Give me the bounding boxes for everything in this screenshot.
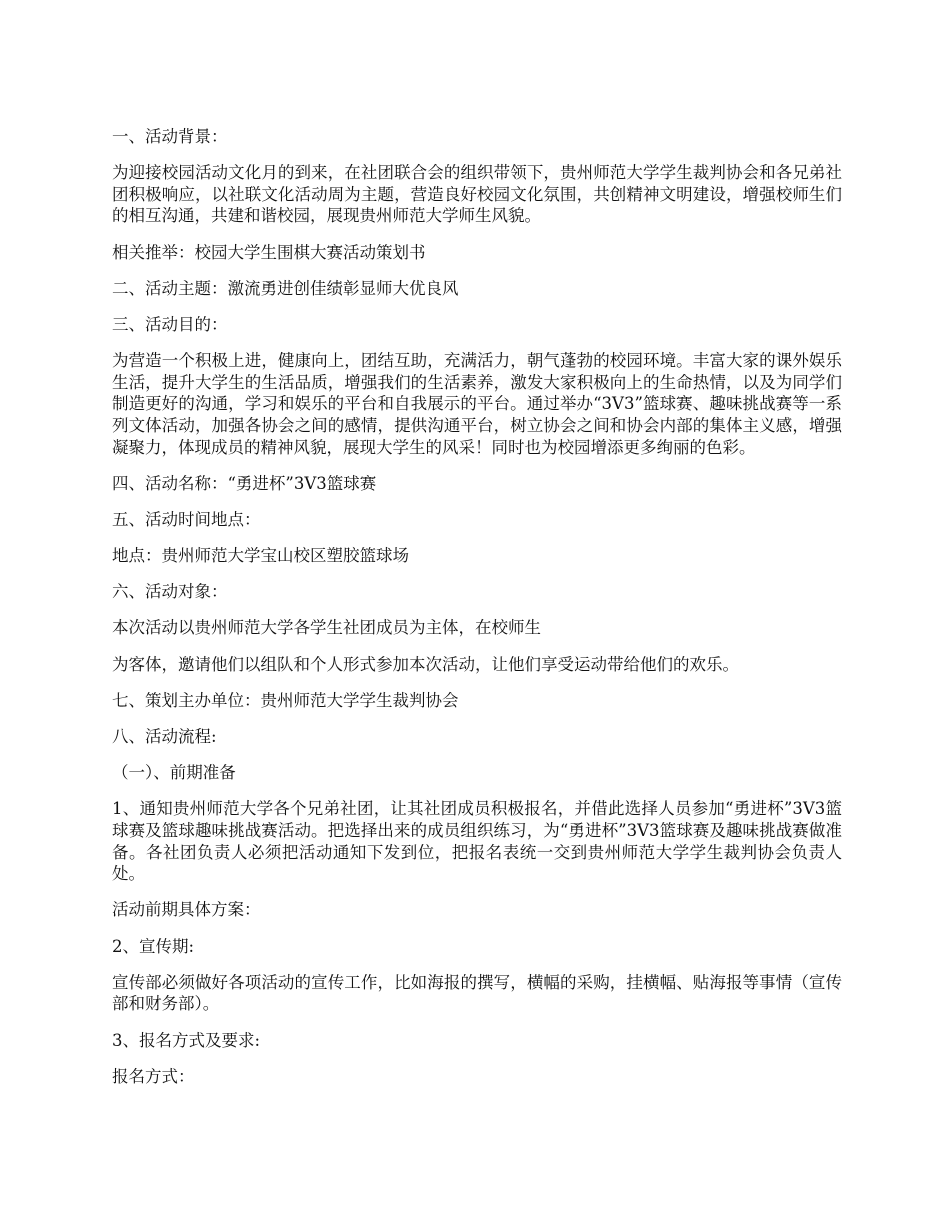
- paragraph-notification: 1、通知贵州师范大学各个兄弟社团，让其社团成员积极报名，并借此选择人员参加“勇进杯”3V3篮球赛及篮球趣味挑战赛活动。把选择出来的成员组织练习，为“勇进杯”3V3篮球赛及趣味挑战赛做准备。各社团负责人必须把活动通知下发到位，把报名表统一交到贵州师范大学学生裁判协会负责人处。: [112, 799, 842, 884]
- section-heading-audience: 六、活动对象：: [112, 582, 228, 602]
- subheading-preparation: （一）、前期准备: [112, 763, 236, 783]
- paragraph-audience-object: 为客体，邀请他们以组队和个人形式参加本次活动，让他们享受运动带给他们的欢乐。: [112, 654, 739, 674]
- paragraph-background: 为迎接校园活动文化月的到来，在社团联合会的组织带领下，贵州师范大学学生裁判协会和各兄弟社团积极响应，以社联文化活动周为主题，营造良好校园文化氛围，共创精神文明建设，增强校师生们的相互沟通，共建和谐校园，展现贵州师范大学师生风貌。: [112, 163, 842, 226]
- paragraph-publicity: 宣传部必须做好各项活动的宣传工作，比如海报的撰写，横幅的采购，挂横幅、贴海报等事情（宣传部和财务部）。: [112, 972, 842, 1014]
- subheading-registration: 3、报名方式及要求:: [112, 1030, 261, 1050]
- section-heading-organizer: 七、策划主办单位：贵州师范大学学生裁判协会: [112, 690, 459, 710]
- paragraph-purpose: 为营造一个积极上进，健康向上，团结互助，充满活力，朝气蓬勃的校园环境。丰富大家的课外娱乐生活，提升大学生的生活品质，增强我们的生活素养，激发大家积极向上的生命热情，以及为同学们制造更好的沟通，学习和娱乐的平台和自我展示的平台。通过举办“3V3”篮球赛、趣味挑战赛等一系列文体活动，加强各协会之间的感情，提供沟通平台，树立协会之间和协会内部的集体主义感，增强凝聚力，体现成员的精神风貌，展现大学生的风采！同时也为校园增添更多绚丽的色彩。: [112, 351, 842, 457]
- document-body: [112, 126, 842, 1102]
- paragraph-audience-subject: 本次活动以贵州师范大学各学生社团成员为主体，在校师生: [112, 618, 541, 638]
- section-heading-background: 一、活动背景：: [112, 127, 228, 146]
- paragraph-early-plan: 活动前期具体方案：: [112, 900, 261, 920]
- section-heading-process: 八、活动流程:: [112, 727, 217, 746]
- paragraph-registration-method: 报名方式：: [112, 1066, 195, 1086]
- paragraph-location: 地点：贵州师范大学宝山校区塑胶篮球场: [112, 546, 409, 566]
- section-heading-name: 四、活动名称：“勇进杯”3V3篮球赛: [112, 473, 377, 493]
- section-heading-time-place: 五、活动时间地点：: [112, 509, 261, 529]
- section-heading-purpose: 三、活动目的：: [112, 314, 228, 334]
- related-recommendation: 相关推举：校园大学生围棋大赛活动策划书: [112, 242, 426, 262]
- subheading-publicity: 2、宣传期:: [112, 936, 195, 956]
- section-heading-theme: 二、活动主题：激流勇进创佳绩彰显师大优良风: [112, 278, 459, 298]
